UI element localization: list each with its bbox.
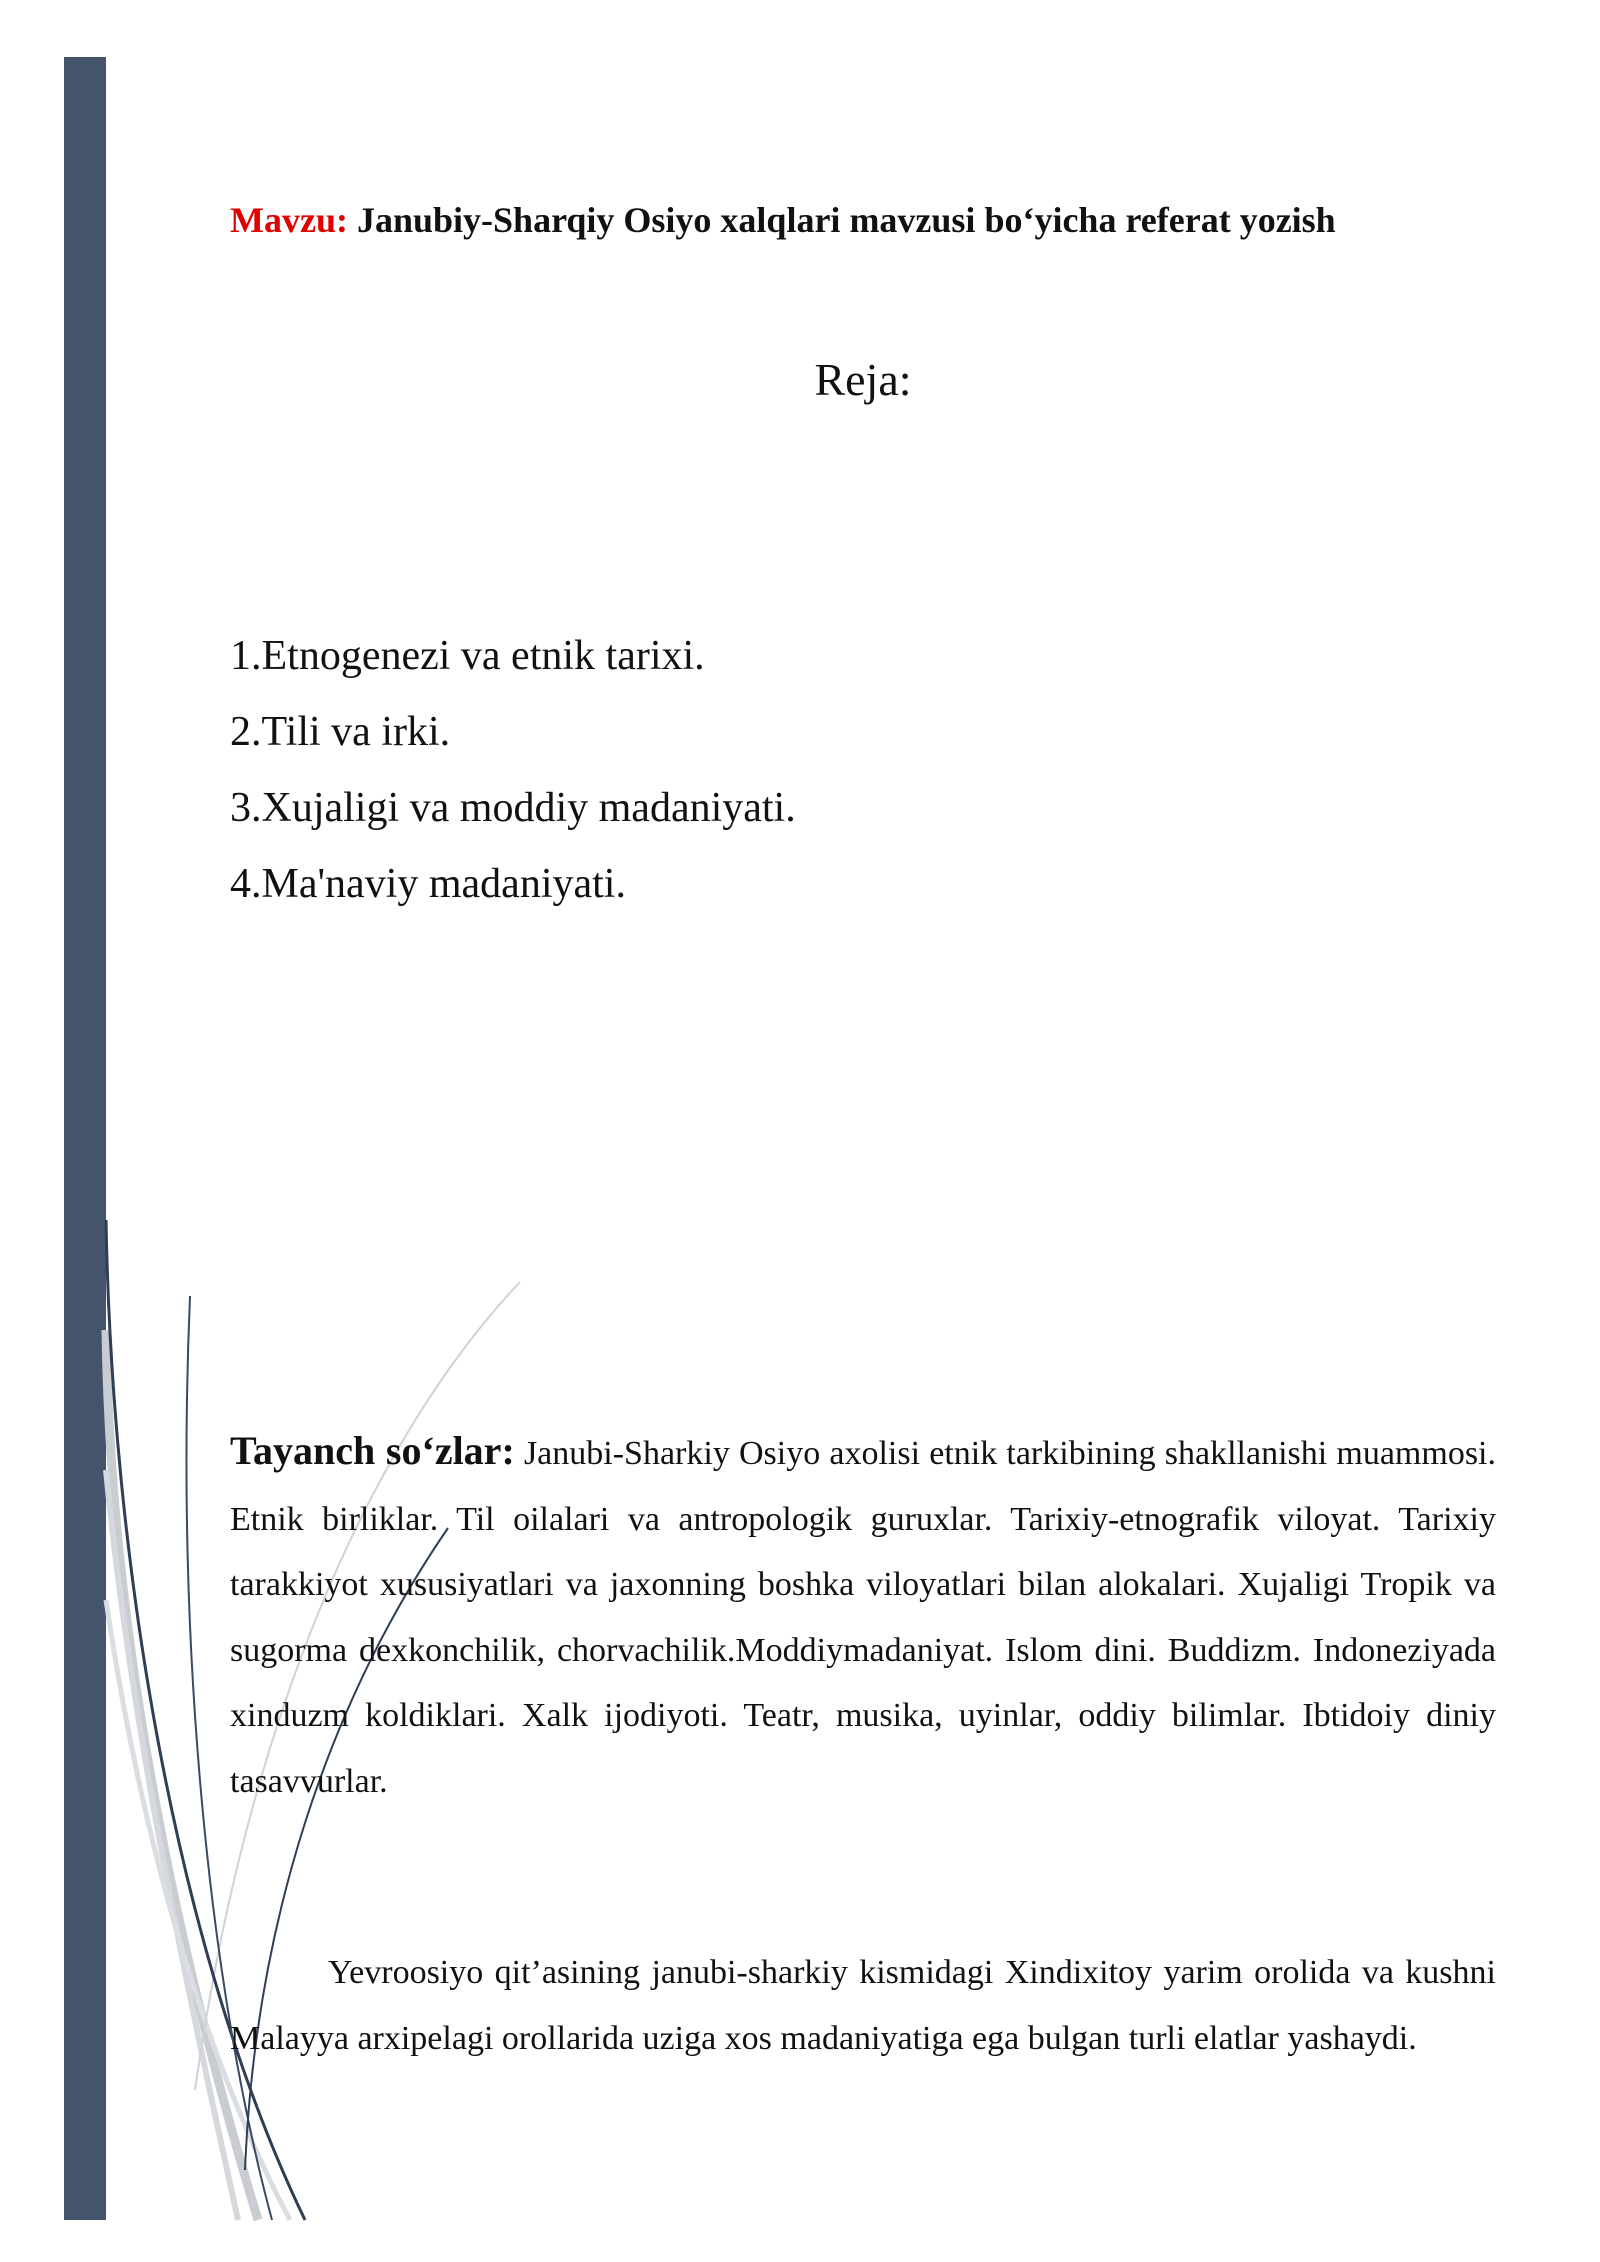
title-label: Mavzu: [230,200,348,240]
intro-paragraph: Yevroosiyo qit’asining janubi-sharkiy kismidagi Xindixitoy yarim orolida va kushni Malayya arxipelagi orollarida uziga xos madaniyatiga ega bulgan turli elatlar yashaydi. [230,1954,1496,2057]
plan-list [230,618,796,922]
plan-item: 4.Ma'naviy madaniyati. [230,861,626,907]
plan-heading: Reja: [814,354,912,405]
swoosh-line-light-2 [106,1470,238,2220]
page-title [230,196,1490,244]
title-text: Janubiy-Sharqiy Osiyo xalqlari mavzusi bo‘yicha referat yozish [356,200,1336,240]
plan-item: 1.Etnogenezi va etnik tarixi. [230,633,705,679]
keywords-label: Tayanch so‘zlar: [230,1428,515,1473]
plan-item: 3.Xujaligi va moddiy madaniyati. [230,785,796,831]
keywords-text: Janubi-Sharkiy Osiyo axolisi etnik tarkibining shakllanishi muammosi. Etnik birliklar. Til oilalari va antropologik guruxlar. Tarixiy-etnografik viloyat. Tarixiy tarakkiyot xususiyatlari va jaxonning boshka viloyatlari bilan alokalari. Xujaligi Tropik va sugorma dexkonchilik, chorvachilik.Moddiymadaniyat. Islom dini. Buddizm. Indoneziyada xinduzm koldiklari. Xalk ijodiyoti. Teatr, musika, uyinlar, oddiy bilimlar. Ibtidoiy diniy tasavvurlar. [230,1435,1496,1800]
plan-item: 2.Tili va irki. [230,709,451,755]
sidebar-accent-bar [64,57,106,2220]
keywords-paragraph [230,1418,1496,1814]
